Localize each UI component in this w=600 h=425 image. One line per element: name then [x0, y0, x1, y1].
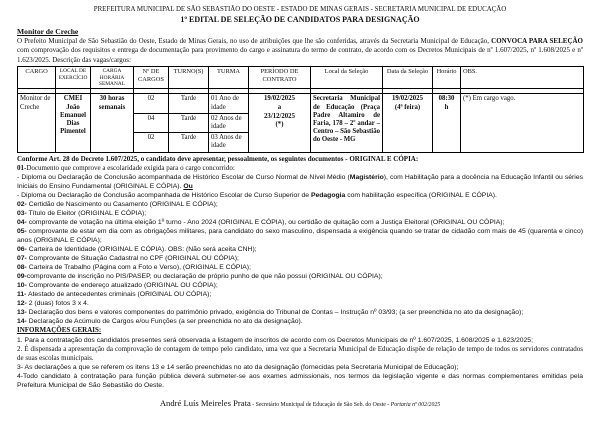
text-segment: com comprovação dos requisitos e entrega de documentação para provimento do cargo e assinatura do termo de contrato, de acordo com os Decretos Municipais de nº 1.607/2025, nº 1.608/2025 e nº 1.623/2025. Descrição das vagas/cargos: — [17, 46, 583, 64]
signatory-role: - Secretário Municipal de Educação de São Seb. do Oeste - — [250, 401, 391, 408]
document-item — [17, 245, 583, 254]
column-header-num-cargos: Nº DE CARGOS — [134, 67, 169, 89]
document-item — [17, 263, 583, 272]
cell-turno: Tarde — [169, 94, 209, 113]
text-segment: 4-Todo candidato à contratação para função pública deverá submeter-se aos exames admissionais, nos termos da legislação vigente e das normas complementares emitidas pela Prefeitura Municipal de São Sebastião do Oeste. — [17, 372, 583, 389]
general-info-item — [17, 372, 583, 390]
text-segment: 2. É dispensada a apresentação da comprovação de contagem de tempo pelo candidato, uma vez que a Secretaria Municipal de Educação dispõe de relação de tempo de todos os servidores contratados de suas escolas municipais. — [17, 344, 583, 362]
cell-cargo: Monitor de Creche — [18, 94, 56, 152]
cell-turma: 02 Anos de idade — [209, 113, 249, 132]
text-segment: - Diploma ou Declaração de Conclusão acompanhada de Histórico Escolar de Curso Normal de Nível Médio ( — [17, 174, 350, 182]
cell-num-cargos: 02 — [134, 133, 169, 152]
cell-local-selecao: Secretaria Municipal de Educação (Praça Padre Altamiro de Faria, 178 – 2º andar – Centro – São Sebastião do Oeste - MG — [311, 94, 383, 152]
text-segment: O Prefeito Municipal de São Sebastião do Oeste, Estado de Minas Gerais, no uso de atribuições que lhe são conferidas, através da Secretaria Municipal de Educação, — [17, 37, 492, 45]
cell-carga-horaria: 30 horas semanais — [91, 94, 134, 152]
text-segment: 10- — [17, 282, 27, 290]
document-item — [17, 281, 583, 290]
text-segment: Carteira de Trabalho (Página com a Foto e Verso), (ORIGINAL E CÓPIA); — [26, 264, 251, 272]
text-segment: 14- — [17, 318, 27, 326]
text-segment: Comprovante de endereço atualizado (ORIGINAL OU CÓPIA); — [26, 282, 218, 290]
general-info-item — [17, 363, 583, 372]
document-item — [17, 173, 583, 191]
text-segment: Declaração dos bens e valores componentes do patrimônio privado, exigência do Tribunal de Contas – Instrução nº 03/93; (a ser preenchida no ato da designação); — [26, 309, 524, 317]
cell-num-cargos: 04 — [134, 113, 169, 132]
column-header-data-selecao: Data da Seleção — [383, 67, 433, 89]
text-segment: Comprovante de Situação Cadastral no CPF (ORIGINAL OU CÓPIA); — [26, 255, 239, 263]
text-segment: 09- — [17, 273, 27, 281]
document-item — [17, 218, 583, 227]
text-segment: 3- As declarações a que se referem os itens 13 e 14 serão preenchidas no ato da designação (fornecidas pela Secretaria Municipal de Educação); — [17, 363, 459, 371]
column-header-obs: OBS. — [461, 67, 584, 89]
text-segment: comprovante de estar em dia com as obrigações militares, para candidato do sexo masculino, dispensada a exigência quando se tratar de cidadão com mais de 45 (quarenta e cinco) anos (ORIGINAL E CÓPIA); — [17, 228, 583, 245]
column-header-horario: Horário — [433, 67, 461, 89]
text-segment: comprovante de inscrição no PIS/PASEP, ou declaração de próprio punho de que não possui (ORIGINAL OU CÓPIA); — [26, 273, 383, 281]
cell-turno: Tarde — [169, 133, 209, 152]
text-segment: 01- — [17, 164, 27, 173]
table-header-row — [18, 67, 584, 89]
document-item — [17, 164, 583, 173]
cell-horario — [433, 94, 461, 152]
cell-obs: (*) Em cargo vago. — [461, 94, 584, 152]
role-heading: Monitor de Creche — [17, 27, 79, 36]
text-segment: 05- — [17, 228, 27, 236]
text-segment: 2 (duas) fotos 3 x 4. — [26, 300, 89, 308]
cell-turma: 01 Ano de idade — [209, 94, 249, 113]
horario-h: h — [444, 103, 449, 111]
document-item — [17, 254, 583, 263]
general-info-item — [17, 345, 583, 363]
text-segment: 13- — [17, 309, 27, 317]
text-segment: Declaração de Acúmulo de Cargos e/ou Funções (a ser preenchida no ato da designação). — [26, 318, 303, 326]
periodo-end: 23/12/2025 — [264, 112, 295, 120]
column-header-local-exercicio: LOCAL DE EXERCÍCIO — [56, 67, 91, 89]
table-row — [18, 94, 584, 113]
text-segment: 1. Para a contratação dos candidatos presentes será observada a listagem de inscritos de acordo com os Decretos Municipais de nº 1.607/2025, 1.608/2025 e 1.623/2025; — [17, 336, 533, 344]
document-item — [17, 290, 583, 299]
horario-time: 08:30 — [438, 95, 455, 103]
column-header-periodo: PERÍODO DE CONTRATO — [249, 67, 311, 89]
text-segment: 08- — [17, 264, 27, 272]
text-segment: Ou — [183, 183, 193, 191]
periodo-a: a — [277, 104, 282, 112]
text-segment: 11- — [17, 291, 27, 299]
text-segment: Atestado de antecedentes criminais (ORIGINAL OU CÓPIA); — [26, 291, 212, 299]
text-segment: 03- — [17, 210, 27, 218]
text-segment: 07- — [17, 255, 27, 263]
data-selecao-weekday: (4ª feira) — [394, 103, 421, 111]
data-selecao-date: 19/02/2025 — [392, 95, 423, 103]
text-segment: 02- — [17, 201, 27, 209]
page-title: 1º EDITAL DE SELEÇÃO DE CANDIDATOS PARA DESIGNAÇÃO — [180, 15, 420, 24]
periodo-note: (*) — [275, 121, 284, 129]
cell-periodo — [249, 94, 311, 152]
text-segment: comprovante de votação na última eleição 1º turno - Ano 2024 (ORIGINAL E CÓPIA), ou certidão de quitação com a Justiça Eleitoral (ORIGINAL OU CÓPIA); — [26, 219, 505, 227]
document-item — [17, 209, 583, 218]
text-segment: Pedagogia — [310, 192, 346, 200]
signatory-ordinance: Portaria nº 002/2025 — [390, 401, 441, 408]
text-segment: com habilitação específica (ORIGINAL E CÓPIA). — [345, 192, 497, 200]
text-segment: 12- — [17, 300, 27, 308]
text-segment: CONVOCA PARA SELEÇÃO — [491, 37, 583, 45]
general-info-heading: INFORMAÇÕES GERAIS: — [17, 326, 102, 335]
column-header-turma: TURMA — [209, 67, 249, 89]
text-segment: Documento que comprove a escolaridade exigida para o cargo concorrido: — [26, 164, 235, 173]
column-header-carga-horaria: CARGA HORÁRIA SEMANAL — [91, 67, 134, 89]
periodo-start: 19/02/2025 — [264, 95, 295, 103]
text-segment: Certidão de Nascimento ou Casamento (ORIGINAL E CÓPIA); — [26, 201, 218, 209]
text-segment: ), com Habilitação para a docência na Educação Infantil ou séries Iniciais do Ensino Fundamental (ORIGINAL E CÓPIA). — [17, 174, 583, 191]
text-segment: 06- — [17, 246, 27, 254]
documents-heading: Conforme Art. 28 do Decreto 1.607/2025, o candidato deve apresentar, pessoalmente, os seguintes documentos - ORIGINAL E CÓPIA: — [17, 155, 419, 164]
text-segment: 04- — [17, 219, 27, 227]
general-info-item — [17, 336, 583, 345]
signature-line — [17, 393, 583, 411]
signatory-name: André Luís Meireles Prata — [159, 397, 251, 408]
document-item — [17, 308, 583, 317]
column-header-local-selecao: Local da Seleção — [311, 67, 383, 89]
text-segment: Carteira de Identidade (ORIGINAL E CÓPIA). OBS: (Não será aceita CNH); — [26, 246, 257, 254]
cell-turma: 03 Anos de idade — [209, 133, 249, 152]
cell-data-selecao — [383, 94, 433, 152]
column-header-cargo: CARGO — [18, 67, 56, 89]
text-segment: - Diploma ou Declaração de Conclusão acompanhada de Histórico Escolar de Curso Superior de — [17, 192, 311, 200]
intro-paragraph — [17, 37, 583, 65]
document-item — [17, 317, 583, 326]
general-info-list — [17, 336, 583, 390]
document-item — [17, 227, 583, 245]
cell-turno: Tarde — [169, 113, 209, 132]
cell-num-cargos: 02 — [134, 94, 169, 113]
column-header-turnos: TURNO(S) — [169, 67, 209, 89]
text-segment: Título de Eleitor (ORIGINAL E CÓPIA); — [26, 210, 147, 218]
cell-local-exercicio: CMEI João Emanuel Dias Pimentel — [56, 94, 91, 152]
document-item — [17, 200, 583, 209]
header-line: PREFEITURA MUNICIPAL DE SÃO SEBASTIÃO DO OESTE - ESTADO DE MINAS GERAIS - SECRETARIA MUNICIPAL DE EDUCAÇÃO — [93, 6, 507, 13]
document-item — [17, 191, 583, 200]
text-segment: Magistério — [349, 174, 384, 182]
vacancies-table — [17, 66, 584, 152]
document-item — [17, 272, 583, 281]
document-item — [17, 299, 583, 308]
documents-list — [17, 164, 583, 326]
